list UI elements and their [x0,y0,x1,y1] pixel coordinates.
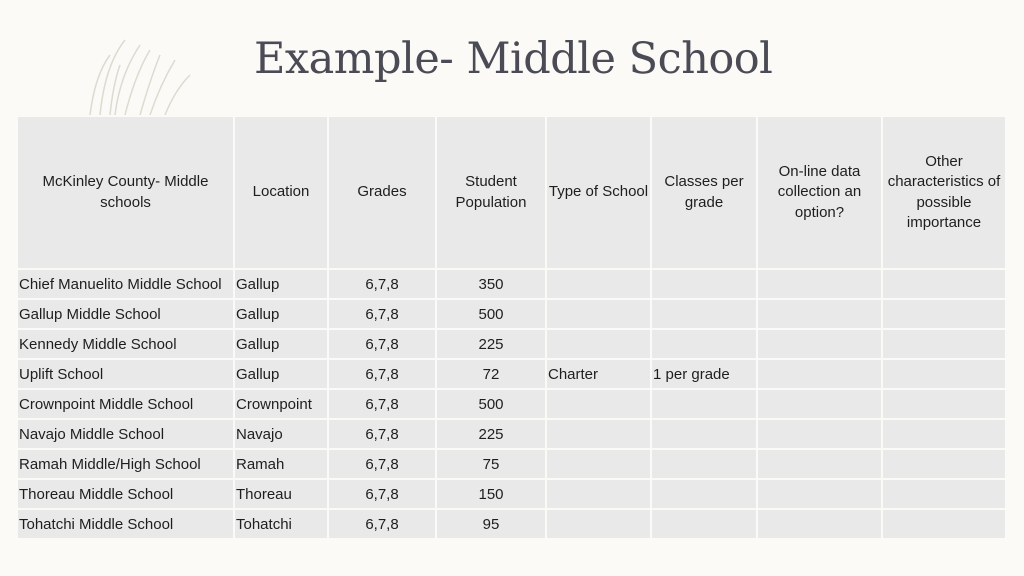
cell-school: Kennedy Middle School [17,329,234,359]
table-row [17,269,1006,299]
cell-location: Gallup [234,269,328,299]
cell-school: Uplift School [17,359,234,389]
table-row [17,449,1006,479]
column-header-school: McKinley County- Middle schools [17,116,234,269]
cell-classes-per-grade [651,329,757,359]
cell-grades: 6,7,8 [328,359,436,389]
cell-student-population: 75 [436,449,546,479]
cell-student-population: 350 [436,269,546,299]
cell-student-population: 500 [436,299,546,329]
cell-student-population: 95 [436,509,546,539]
column-header-student-population: Student Population [436,116,546,269]
cell-classes-per-grade [651,299,757,329]
column-header-grades: Grades [328,116,436,269]
table-row [17,509,1006,539]
page-title: Example- Middle School [254,34,773,84]
cell-online-data-collection [757,389,882,419]
cell-classes-per-grade: 1 per grade [651,359,757,389]
cell-type-of-school [546,419,651,449]
cell-type-of-school [546,479,651,509]
table-row [17,359,1006,389]
cell-grades: 6,7,8 [328,389,436,419]
decorative-grass-graphic [85,35,205,115]
cell-classes-per-grade [651,419,757,449]
cell-grades: 6,7,8 [328,479,436,509]
cell-location: Gallup [234,299,328,329]
cell-other-characteristics [882,329,1006,359]
cell-classes-per-grade [651,389,757,419]
cell-other-characteristics [882,299,1006,329]
column-header-type-of-school: Type of School [546,116,651,269]
cell-grades: 6,7,8 [328,269,436,299]
cell-grades: 6,7,8 [328,419,436,449]
cell-other-characteristics [882,419,1006,449]
cell-type-of-school: Charter [546,359,651,389]
table-row [17,419,1006,449]
cell-location: Ramah [234,449,328,479]
table-row [17,329,1006,359]
cell-classes-per-grade [651,269,757,299]
cell-type-of-school [546,269,651,299]
cell-school: Ramah Middle/High School [17,449,234,479]
cell-other-characteristics [882,269,1006,299]
cell-student-population: 500 [436,389,546,419]
cell-classes-per-grade [651,449,757,479]
cell-location: Navajo [234,419,328,449]
cell-school: Navajo Middle School [17,419,234,449]
cell-grades: 6,7,8 [328,329,436,359]
column-header-classes-per-grade: Classes per grade [651,116,757,269]
cell-online-data-collection [757,479,882,509]
cell-online-data-collection [757,269,882,299]
cell-location: Tohatchi [234,509,328,539]
cell-location: Gallup [234,329,328,359]
cell-type-of-school [546,449,651,479]
cell-school: Thoreau Middle School [17,479,234,509]
cell-online-data-collection [757,419,882,449]
cell-student-population: 72 [436,359,546,389]
cell-type-of-school [546,509,651,539]
cell-other-characteristics [882,359,1006,389]
table-row [17,299,1006,329]
cell-online-data-collection [757,509,882,539]
cell-online-data-collection [757,449,882,479]
cell-other-characteristics [882,449,1006,479]
cell-location: Crownpoint [234,389,328,419]
cell-school: Crownpoint Middle School [17,389,234,419]
cell-type-of-school [546,329,651,359]
cell-online-data-collection [757,329,882,359]
cell-student-population: 225 [436,419,546,449]
table-row [17,389,1006,419]
cell-student-population: 150 [436,479,546,509]
cell-school: Tohatchi Middle School [17,509,234,539]
cell-online-data-collection [757,359,882,389]
cell-online-data-collection [757,299,882,329]
table-row [17,479,1006,509]
cell-location: Gallup [234,359,328,389]
middle-schools-table [16,115,1007,540]
cell-classes-per-grade [651,479,757,509]
cell-student-population: 225 [436,329,546,359]
cell-classes-per-grade [651,509,757,539]
cell-grades: 6,7,8 [328,509,436,539]
column-header-other-characteristics: Other characteristics of possible importance [882,116,1006,269]
column-header-location: Location [234,116,328,269]
cell-school: Chief Manuelito Middle School [17,269,234,299]
cell-type-of-school [546,389,651,419]
cell-type-of-school [546,299,651,329]
cell-school: Gallup Middle School [17,299,234,329]
cell-grades: 6,7,8 [328,299,436,329]
cell-other-characteristics [882,389,1006,419]
column-header-online-data-collection: On-line data collection an option? [757,116,882,269]
cell-other-characteristics [882,479,1006,509]
cell-location: Thoreau [234,479,328,509]
cell-grades: 6,7,8 [328,449,436,479]
cell-other-characteristics [882,509,1006,539]
